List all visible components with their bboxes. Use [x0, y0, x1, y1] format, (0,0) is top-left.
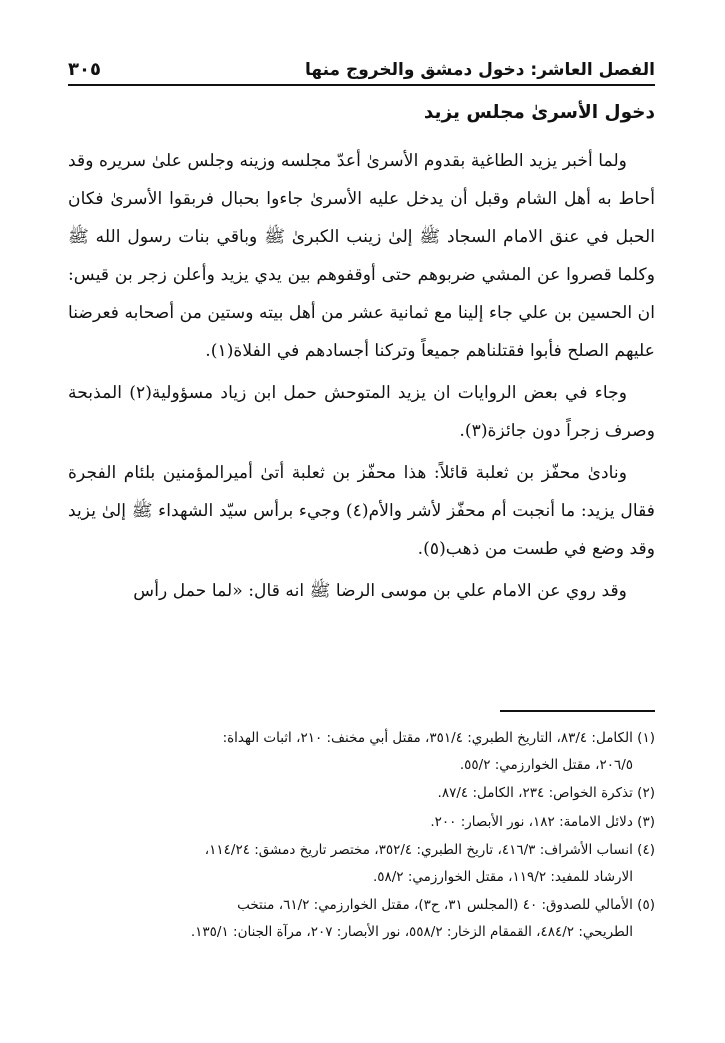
- paragraph: وقد روي عن الامام علي بن موسى الرضا ﷺ انه قال: «لما حمل رأس: [133, 581, 627, 601]
- footnote-text: انساب الأشراف: ٤١٦/٣، تاريخ الطبري: ٣٥٢/٤، مختصر تاريخ دمشق: ١١٤/٢٤،: [204, 842, 633, 858]
- footnote: [68, 780, 655, 807]
- running-header: [68, 46, 655, 86]
- footnote-number: (١): [637, 730, 655, 746]
- footnote-text: الكامل: ٨٣/٤، التاريخ الطبري: ٣٥١/٤، مقتل أبي مخنف: ٢١٠، اثبات الهداة:: [222, 730, 633, 746]
- body-text: [68, 142, 655, 614]
- paragraph: وجاء في بعض الروايات ان يزيد المتوحش حمل ابن زياد مسؤولية(٢) المذبحة وصرف زجراً دون جائزة(٣).: [68, 383, 655, 441]
- footnote: [68, 725, 655, 778]
- footnote-text: تذكرة الخواص: ٢٣٤، الكامل: ٨٧/٤.: [437, 785, 633, 801]
- section-heading: دخول الأسرىٰ مجلس يزيد: [423, 102, 655, 123]
- footnote-text-cont: الارشاد للمفيد: ١١٩/٢، مقتل الخوارزمي: ٥٨/٢.: [372, 868, 633, 885]
- footnote-text-cont: الطريحي: ٤٨٤/٢، القمقام الزخار: ٥٥٨/٢، نور الأبصار: ٢٠٧، مرآة الجنان: ١٣٥/١.: [190, 923, 633, 940]
- footnote: [68, 837, 655, 890]
- footnote: [68, 809, 655, 836]
- footnote-text-cont: ٢٠٦/٥، مقتل الخوارزمي: ٥٥/٢.: [459, 756, 633, 773]
- page-number: ٣٠٥: [68, 59, 101, 80]
- footnote-number: (٤): [637, 842, 655, 858]
- footnote-text: دلائل الامامة: ١٨٢، نور الأبصار: ٢٠٠.: [430, 813, 633, 830]
- footnote-number: (٢): [637, 785, 655, 801]
- footnote: [68, 892, 655, 945]
- paragraph: ونادىٰ محفّز بن ثعلبة قائلاً: هذا محفّز بن ثعلبة أتىٰ أميرالمؤمنين بلئام الفجرة فقال يزيد: ما أنجبت أم محفّز لأشر والأم(٤) وجيء برأس سيّد الشهداء ﷺ إلىٰ يزيد وقد وضع في طست من ذهب(٥).: [68, 463, 655, 559]
- footnote-number: (٣): [637, 813, 655, 830]
- footnote-number: (٥): [637, 897, 655, 913]
- footnotes: [68, 725, 655, 947]
- footnote-text: الأمالي للصدوق: ٤٠ (المجلس ٣١، ح٣)، مقتل الخوارزمي: ٦١/٢، منتخب: [237, 897, 633, 913]
- paragraph: ولما أخبر يزيد الطاغية بقدوم الأسرىٰ أعدّ مجلسه وزينه وجلس علىٰ سريره وقد أحاط به أهل الشام وقبل أن يدخل عليه الأسرىٰ جاءوا بحبال فربقوا الأسرىٰ فكان الحبل في عنق الامام السجاد ﷺ إلىٰ زينب الكبرىٰ ﷺ وباقي بنات رسول الله ﷺ وكلما قصروا عن المشي ضربوهم حتى أوقفوهم بين يدي يزيد وأعلن زجر بن قيس: ان الحسين بن علي جاء إلينا مع ثمانية عشر من أهل بيته وستين من أصحابه فعرضنا عليهم الصلح فأبوا فقتلناهم جميعاً وتركنا أجسادهم في الفلاة(١).: [67, 151, 655, 361]
- footnote-divider: [500, 710, 655, 712]
- chapter-title: الفصل العاشر: دخول دمشق والخروج منها: [305, 60, 655, 80]
